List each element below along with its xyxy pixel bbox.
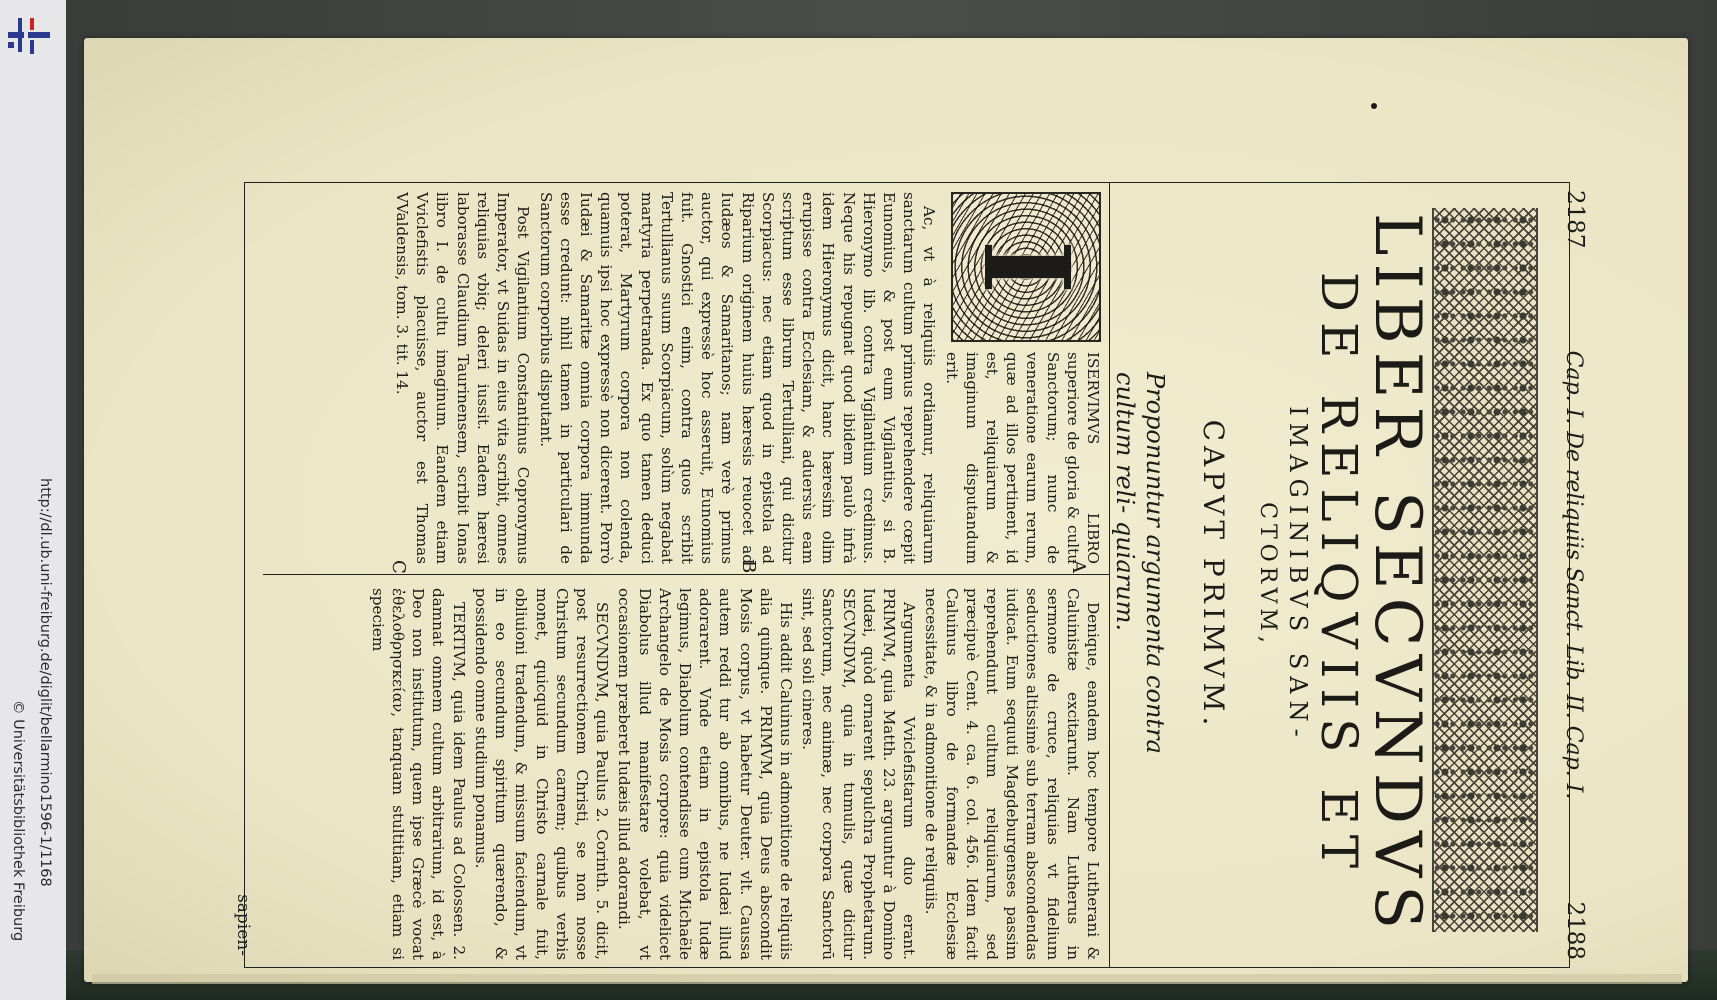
paragraph: TERTIVM, quia idem Paulus ad Colossen. 2. damnat omnem cultum arbitrarium, id est, à Deo non institutum, quem ipse Græcè vocat ἐθελοθρησκείαν, tanquam stultitiam, etiam si speciem xyxy=(368,588,468,960)
paragraph: Argumenta Vviclefistarum duo erant. PRIMVM, quia Matth. 23. arguuntur à Domino Iudæi, quòd ornarent sepulchra Prophetarum. SECVNDVM, quia in tumulis, quæ dicitur Sanctorum, nec animæ, nec corpora Sanctorū sint, sed soli cineres. xyxy=(799,588,919,960)
text-columns xyxy=(233,182,1110,968)
paragraph: Post Vigilantium Constantinus Copronymus Imperator, vt Suidas in eius vita scribit, omnes reliquias vbiq; deleri iussit. Eadem hæresi laborasse Claudium Taurinensem, scribit Ionas libro I. de cultu imaginum. Eandem etiam Vviclefistis placuisse, auctor est Thomas VValdensis, tom. 3. tit. 14. xyxy=(393,192,533,564)
library-logo-icon[interactable] xyxy=(4,12,56,58)
catchword: sapien- xyxy=(233,894,253,956)
paragraph: ISERVIMVS LIBRO superiore de gloria & cultu Sanctorum; nunc de veneratione earum rerum, quæ ad illos pertinent, id est, reliquiarum & imaginum disputandum erit. xyxy=(942,352,1102,564)
page-number-left: 2187 xyxy=(1562,190,1588,249)
column-divider xyxy=(263,574,1109,575)
book-title: LIBER SECVNDVS xyxy=(1360,212,1434,938)
book-subtitle-1: DE RELIQVIIS ET xyxy=(1310,271,1368,879)
book-subtitle-3: CTORVM, xyxy=(1255,502,1280,648)
paragraph: His addit Caluinus in admonitione de reliquiis alia quinque. PRIMVM, quia Deus abscondit Mosis corpus, vt habetur Deuter. vlt. Caussa autem reddi tur ab omnibus, ne Iudæi illud adorarent. Vnde etiam in epistola Iudæ legimus, Diabolum contendisse cum Michaële Archangelo de Mosis corpore: quia videlicet Diabolus illud manifestare volebat, vt occasionem præberet Iudæis illud adorandi. xyxy=(615,588,795,960)
running-title: Cap. I. De reliquiis Sanct. Lib. II. Cap. I. xyxy=(1561,350,1586,800)
chapter-argument: Proponuntur argumenta contra cultum reli- quiarum. xyxy=(1111,372,1169,754)
ornamental-headpiece xyxy=(1432,208,1538,932)
paragraph: Ac, vt à reliquiis ordiamur, reliquiarum sanctarum cultum primus reprehendere cœpit Eunomius, & post eum Vigilantius, si B. Hieronymo lib. contra Vigilantium credimus. Neque his repugnat quod ibidem paulò infrà idem Hieronymus dicit, hanc hæresim olim erupisse contra Ecclesiam, & aduersùs eam scriptum esse librum Tertulliani, qui dicitur Scorpiacus: nec etiam quod in epistola ad Riparium originem huius hæresis reuocet ad Iudæos & Samaritanos; nam verè primus auctor, qui expressè hoc asseruit, Eunomius fuit. Gnostici enim, contra quos scribit Tertullianus suum Scorpiacum, solùm negabat martyria perpetranda. Ex quo tamen deduci poterat, Martyrum corpora non colenda, quamuis ipsi hoc expressè non dicerent. Porrò Iudæi & Samaritæ omnia corpora immunda esse credunt: nihil tamen in particulari de Sanctorum corporibus disputant. xyxy=(536,192,939,564)
margin-letter-b: B xyxy=(738,560,759,574)
column-left xyxy=(273,192,1103,564)
initial-letter: I xyxy=(957,239,1097,295)
viewer-sidebar xyxy=(0,0,66,1000)
margin-letter-c: C xyxy=(388,560,409,574)
page-number-right: 2188 xyxy=(1562,901,1588,960)
margin-letter-a: A xyxy=(1068,560,1089,573)
book-subtitle-2: IMAGINIBVS SAN- xyxy=(1284,406,1312,744)
paragraph: SECVNDVM, quia Paulus 2. Corinth. 5. dicit, post resurrectionem Christi, se non nosse Christum secundum carnem; quibus verbis monet, quicquid in Christo carnale fuit, obliuioni tradendum, & missum faciendum, vt in eo secundum spiritum quærendo, & possidendo omne studium ponamus. xyxy=(471,588,612,960)
copyright-notice: © Universitätsbibliothek Freiburg xyxy=(10,700,26,942)
decorated-initial xyxy=(951,192,1101,342)
column-right xyxy=(273,588,1103,960)
chapter-heading: CAPVT PRIMVM. xyxy=(1197,419,1230,731)
ink-spot xyxy=(1371,103,1377,109)
page-edge xyxy=(92,974,1682,984)
paragraph: Denique, eandem hoc tempore Lutherani & Caluinistæ excitarunt. Nam Lutherus in sermone de cruce, reliquias vt fidelium seductiones altissimè sub terram abscondendas iudicat. Eum sequuti Magdeburgenses passim reprehendunt cultum reliquiarum, sed præcipuè Cent. 4. ca. 6. col. 456. Idem facit Caluinus libro de formandæ Ecclesiæ necessitate, & in admonitione de reliquiis. xyxy=(922,588,1102,960)
page-content xyxy=(233,182,1590,968)
document-url[interactable]: http://dl.ub.uni-freiburg.de/diglit/bellarmino1596-1/1168 xyxy=(37,478,53,887)
